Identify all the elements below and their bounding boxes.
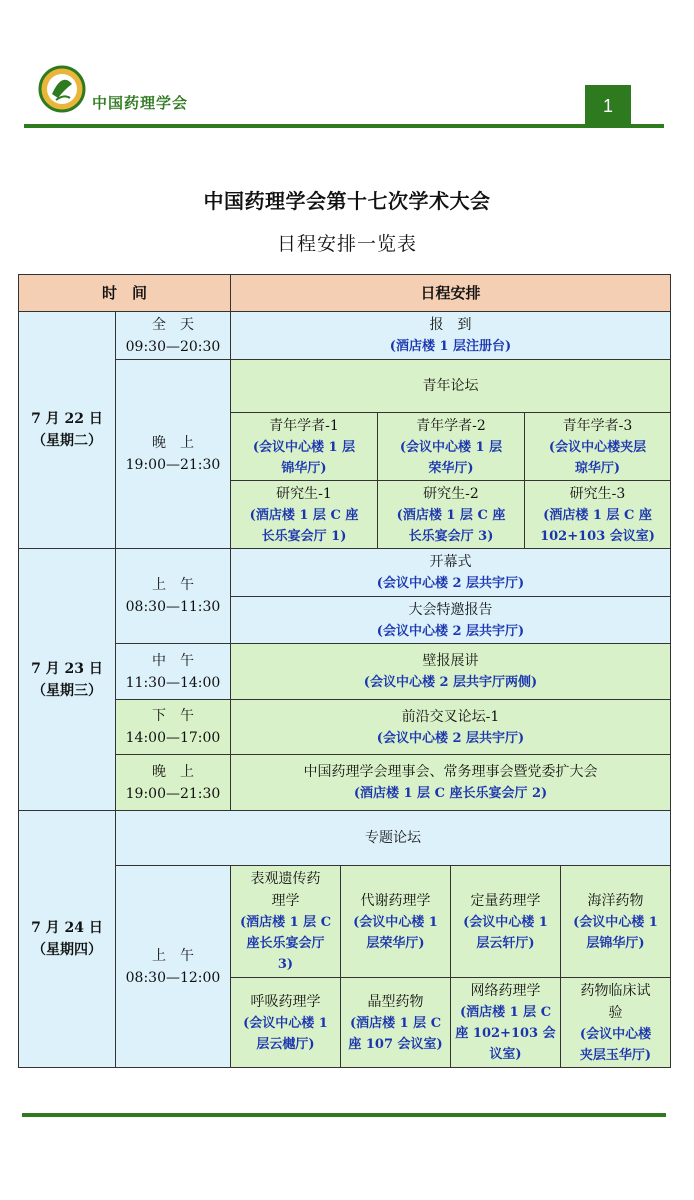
topic-name-line1: 海洋药物 bbox=[587, 892, 644, 909]
registration-cell bbox=[231, 312, 671, 360]
day3-morning-time: 08:30—12:00 bbox=[125, 969, 221, 986]
day1-allday-label: 全 天 bbox=[152, 316, 194, 333]
session-location-line2: 琼华厅) bbox=[574, 460, 621, 476]
session-location-line2: 长乐宴会厅 3) bbox=[408, 528, 494, 544]
day3-morning-label: 上 午 bbox=[152, 947, 194, 964]
topic-name-line1: 晶型药物 bbox=[367, 993, 424, 1010]
topic-name-line1: 表观遗传药 bbox=[250, 871, 321, 887]
col-header-time bbox=[19, 275, 231, 312]
youth-session-cell bbox=[378, 481, 525, 549]
topic-session-cell bbox=[341, 978, 451, 1068]
keynote-location: (会议中心楼 2 层共宇厅) bbox=[376, 623, 525, 639]
document-title: 中国药理学会第十七次学术大会 bbox=[203, 189, 491, 213]
session-name: 研究生-3 bbox=[569, 485, 626, 502]
day3-date-cell bbox=[19, 811, 116, 1068]
session-name: 研究生-2 bbox=[423, 485, 479, 502]
keynote-cell bbox=[231, 597, 671, 644]
session-location-line2: 102+103 会议室) bbox=[540, 528, 655, 544]
youth-session-cell bbox=[231, 413, 378, 481]
topic-location-line1: (酒店楼 1 层 C bbox=[459, 1005, 552, 1020]
topic-location-line1: (酒店楼 1 层 C bbox=[239, 915, 332, 930]
topic-name-line1: 药物临床试 bbox=[580, 982, 651, 999]
day2-noon-time-cell bbox=[116, 644, 231, 700]
topic-location-line1: (会议中心楼 1 bbox=[463, 914, 548, 930]
opening-title: 开幕式 bbox=[429, 554, 472, 570]
day2-date: 7 月 23 日 bbox=[31, 660, 103, 677]
day1-weekday: （星期二） bbox=[32, 433, 102, 449]
session-location-line2: 长乐宴会厅 1) bbox=[261, 528, 347, 544]
topic-name-line1: 呼吸药理学 bbox=[250, 993, 321, 1010]
council-meeting-location: (酒店楼 1 层 C 座长乐宴会厅 2) bbox=[353, 786, 548, 801]
day1-evening-label: 晚 上 bbox=[152, 435, 194, 451]
day2-morning-label: 上 午 bbox=[152, 577, 194, 593]
day2-evening-time: 19:00—21:30 bbox=[125, 785, 221, 802]
col-header-time-text: 时 间 bbox=[101, 284, 147, 302]
day2-afternoon-time-cell bbox=[116, 700, 231, 755]
session-location-line2: 荣华厅) bbox=[428, 460, 474, 476]
session-location-line1: (酒店楼 1 层 C 座 bbox=[396, 507, 506, 523]
session-location-line1: (酒店楼 1 层 C 座 bbox=[543, 507, 652, 523]
topic-forum-title: 专题论坛 bbox=[365, 830, 421, 846]
day2-morning-time: 08:30—11:30 bbox=[125, 599, 221, 615]
day1-allday-time-cell bbox=[116, 312, 231, 360]
topic-location-line2: 座 102+103 会 bbox=[455, 1026, 556, 1041]
topic-location-line1: (会议中心楼 1 bbox=[353, 914, 438, 930]
frontier-forum-cell bbox=[231, 700, 671, 755]
topic-location-line2: 座长乐宴会厅 bbox=[246, 936, 325, 951]
topic-location-line3: 3) bbox=[277, 957, 294, 972]
day3-date: 7 月 24 日 bbox=[31, 920, 103, 936]
topic-location-line2: 层云轩厅) bbox=[476, 935, 535, 951]
document-subtitle: 日程安排一览表 bbox=[276, 233, 417, 255]
youth-session-cell bbox=[231, 481, 378, 549]
topic-name-line2: 验 bbox=[608, 1004, 623, 1021]
topic-name-line1: 网络药理学 bbox=[470, 983, 541, 999]
topic-session-cell bbox=[231, 978, 341, 1068]
keynote-title: 大会特邀报告 bbox=[408, 601, 493, 618]
topic-location-line2: 座 107 会议室) bbox=[348, 1036, 443, 1052]
session-location-line1: (酒店楼 1 层 C 座 bbox=[249, 507, 359, 523]
frontier-forum-title: 前沿交叉论坛-1 bbox=[401, 708, 500, 725]
org-name: 中国药理学会 bbox=[92, 94, 189, 112]
topic-name-line1: 代谢药理学 bbox=[360, 892, 431, 909]
council-meeting-cell bbox=[231, 755, 671, 811]
youth-forum-title: 青年论坛 bbox=[422, 378, 479, 394]
day1-date: 7 月 22 日 bbox=[31, 411, 103, 427]
topic-forum-cell bbox=[116, 811, 671, 866]
day1-evening-time-cell bbox=[116, 360, 231, 549]
topic-session-cell bbox=[341, 866, 451, 978]
day2-noon-label: 中 午 bbox=[152, 652, 194, 669]
topic-location-line2: 层云樾厅) bbox=[256, 1036, 315, 1052]
day1-allday-time: 09:30—20:30 bbox=[125, 338, 221, 355]
day2-afternoon-time: 14:00—17:00 bbox=[125, 730, 221, 746]
day2-evening-label: 晚 上 bbox=[152, 763, 194, 780]
col-header-schedule-text: 日程安排 bbox=[420, 284, 481, 302]
poster-cell bbox=[231, 644, 671, 700]
topic-location-line1: (会议中心楼 1 bbox=[243, 1015, 328, 1031]
session-name: 青年学者-2 bbox=[416, 417, 486, 434]
day1-evening-time: 19:00—21:30 bbox=[125, 457, 221, 473]
opening-cell bbox=[231, 549, 671, 597]
day2-weekday: （星期三） bbox=[32, 682, 102, 699]
frontier-forum-location: (会议中心楼 2 层共宇厅) bbox=[376, 730, 525, 746]
session-location-line2: 锦华厅) bbox=[281, 460, 327, 476]
topic-name-line1: 定量药理学 bbox=[470, 892, 541, 909]
session-name: 青年学者-1 bbox=[269, 417, 339, 434]
topic-session-cell bbox=[561, 866, 671, 978]
topic-session-cell bbox=[451, 978, 561, 1068]
day2-morning-time-cell bbox=[116, 549, 231, 644]
poster-title: 壁报展讲 bbox=[422, 653, 479, 669]
day2-evening-time-cell bbox=[116, 755, 231, 811]
header-divider bbox=[24, 124, 664, 128]
youth-session-cell bbox=[378, 413, 525, 481]
council-meeting-title: 中国药理学会理事会、常务理事会暨党委扩大会 bbox=[303, 764, 598, 780]
footer-divider bbox=[22, 1113, 666, 1117]
session-location-line1: (会议中心楼 1 层 bbox=[252, 439, 356, 455]
col-header-schedule bbox=[231, 275, 671, 312]
topic-location-line1: (酒店楼 1 层 C bbox=[349, 1015, 442, 1031]
society-logo bbox=[38, 64, 86, 114]
poster-location: (会议中心楼 2 层共宇厅两侧) bbox=[363, 675, 538, 690]
session-name: 青年学者-3 bbox=[562, 417, 633, 434]
topic-location-line2: 层荣华厅) bbox=[366, 935, 425, 951]
day3-morning-time-cell bbox=[116, 866, 231, 1068]
day3-weekday: （星期四） bbox=[32, 942, 102, 958]
topic-location-line2: 层锦华厅) bbox=[586, 935, 645, 951]
page-number: 1 bbox=[585, 85, 631, 127]
topic-location-line1: (会议中心楼 bbox=[579, 1026, 652, 1042]
session-location-line1: (会议中心楼 1 层 bbox=[399, 439, 503, 455]
topic-session-cell bbox=[561, 978, 671, 1068]
registration-location: (酒店楼 1 层注册台) bbox=[389, 339, 512, 354]
topic-location-line3: 议室) bbox=[489, 1047, 522, 1062]
day2-afternoon-label: 下 午 bbox=[152, 708, 194, 724]
session-location-line1: (会议中心楼夹层 bbox=[548, 439, 647, 455]
topic-location-line1: (会议中心楼 1 bbox=[573, 914, 658, 930]
topic-session-cell bbox=[231, 866, 341, 978]
schedule-table bbox=[18, 274, 671, 1068]
registration-title: 报 到 bbox=[429, 317, 472, 333]
youth-session-cell bbox=[525, 481, 671, 549]
session-name: 研究生-1 bbox=[276, 485, 332, 502]
opening-location: (会议中心楼 2 层共宇厅) bbox=[376, 576, 525, 591]
youth-forum-cell bbox=[231, 360, 671, 413]
topic-location-line2: 夹层玉华厅) bbox=[579, 1047, 652, 1063]
youth-session-cell bbox=[525, 413, 671, 481]
day1-date-cell bbox=[19, 312, 116, 549]
topic-name-line2: 理学 bbox=[271, 893, 300, 909]
topic-session-cell bbox=[451, 866, 561, 978]
day2-date-cell bbox=[19, 549, 116, 811]
day2-noon-time: 11:30—14:00 bbox=[125, 674, 221, 691]
